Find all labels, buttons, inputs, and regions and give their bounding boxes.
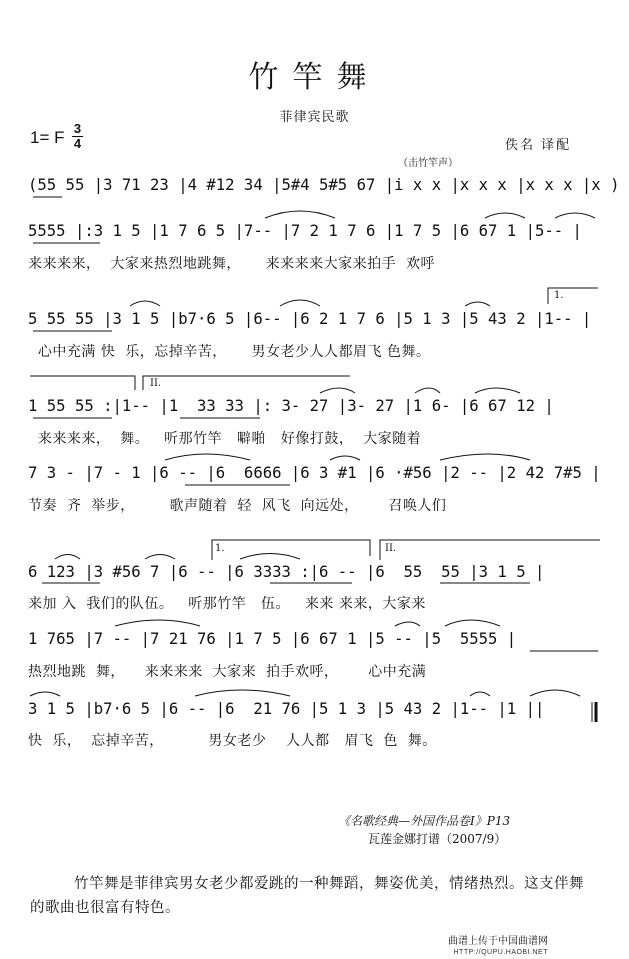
site-footer xyxy=(448,936,548,958)
bamboo-sound-annotation: （击竹竿声） xyxy=(398,158,458,169)
staff-row-7: 1 765 |7 -- |7 21 76 |1 7 5 |6 67 1 |5 -- |5 5555 | xyxy=(28,630,517,648)
source-citation: 《名歌经典—外国作品卷Ⅰ》P13 xyxy=(338,814,511,828)
volta-second-label-2: II. xyxy=(385,543,397,554)
staff-row-4: 1 55 55 :|1-- |1 33 33 |: 3- 27 |3- 27 |1 6- |6 67 12 | xyxy=(28,397,554,415)
staff-row-3: 5 55 55 |3 1 5 |b7·6 5 |6-- |6 2 1 7 6 |5 1 3 |5 43 2 |1-- | xyxy=(28,310,592,328)
song-title: 竹竿舞 xyxy=(248,60,381,95)
volta-first-label: 1. xyxy=(554,290,564,301)
footer-site-name: 曲谱上传于中国曲谱网 xyxy=(448,936,548,947)
lyric-row-7: 热烈地跳 舞， 来来来来 大家来 拍手欢呼， 心中充满 xyxy=(28,664,427,680)
staff-row-6: 6 123 |3 #56 7 |6 -- |6 3333 :|6 -- |6 55 55 |3 1 5 | xyxy=(28,563,545,581)
lyric-row-5: 节奏 齐 举步， 歌声随着 轻 风飞 向远处， 召唤人们 xyxy=(28,498,447,514)
lyric-row-2: 来来来来， 大家来热烈地跳舞， 来来来来大家来拍手 欢呼 xyxy=(28,256,436,272)
typist-credit: 瓦莲金娜打谱（2007/9） xyxy=(368,832,507,846)
staff-row-5: 7 3 - |7 - 1 |6 -- |6 6666 |6 3 #1 |6 ·#56 |2 -- |2 42 7#5 | xyxy=(28,464,601,482)
arranger-credit: 佚名 译配 xyxy=(505,138,572,153)
time-signature-bottom: 4 xyxy=(73,136,82,151)
staff-row-1: (55 55 |3 71 23 |4 #12 34 |5#4 5#5 67 |i x x |x x x |x x x |x ) xyxy=(28,176,620,194)
lyric-row-3: 心中充满 快 乐，忘掉辛苦， 男女老少人人都眉飞 色舞。 xyxy=(28,344,431,360)
lyric-row-6: 来加 入 我们的队伍。 听那竹竿 伍。 来来 来来，大家来 xyxy=(28,596,426,612)
staff-row-2: 5555 |:3 1 5 |1 7 6 5 |7-- |7 2 1 7 6 |1 7 5 |6 67 1 |5-- | xyxy=(28,222,582,240)
lyric-row-8: 快 乐， 忘掉辛苦， 男女老少 人人都 眉飞 色 舞。 xyxy=(28,733,437,749)
volta-first-label-2: 1. xyxy=(215,543,225,554)
footer-url[interactable]: HTTP://QUPU.HAOBI.NET xyxy=(453,949,548,956)
song-description: 竹竿舞是菲律宾男女老少都爱跳的一种舞蹈，舞姿优美，情绪热烈。这支伴舞的歌曲也很富有特色。 xyxy=(30,876,584,916)
time-signature-top: 3 xyxy=(73,121,82,136)
key-signature: 1= F xyxy=(30,128,65,147)
song-subtitle: 菲律宾民歌 xyxy=(279,110,350,125)
volta-second-label: II. xyxy=(150,378,162,389)
staff-row-8: 3 1 5 |b7·6 5 |6 -- |6 21 76 |5 1 3 |5 43 2 |1-- |1 || xyxy=(28,700,545,718)
lyric-row-4: 来来来来， 舞。 听那竹竿 噼啪 好像打鼓， 大家随着 xyxy=(28,431,422,447)
